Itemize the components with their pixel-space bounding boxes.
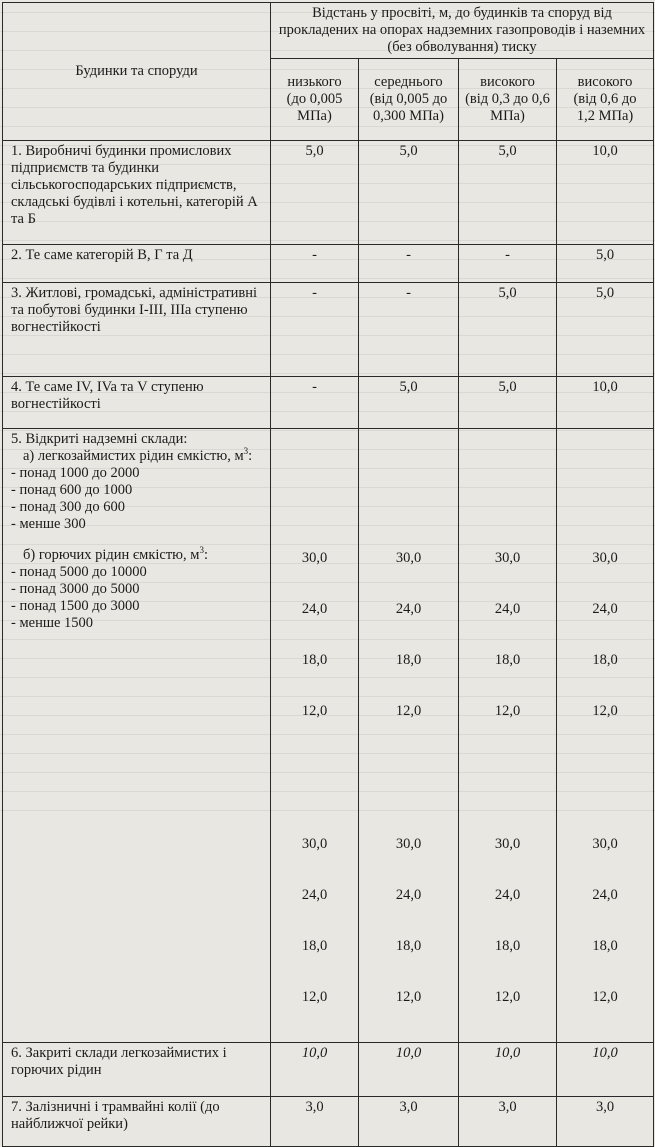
cell-value: 5,0 [271,141,359,245]
cell-value: - [271,377,359,429]
table-row [3,429,654,1043]
row-label: 1. Виробничі будинки промислових підприємств та будинки сільськогосподарських підприємств, складські будівлі і котельні, категорій А та Б [3,141,271,245]
cell-value: 5,0 [459,141,557,245]
cell-value: 5,0 [459,377,557,429]
cell-value: 3,0 [557,1097,654,1147]
header-low: низького (до 0,005 МПа) [271,59,359,141]
cell-value: 10,0 [459,1043,557,1097]
cell-value: 3,0 [459,1097,557,1147]
cell-value: 5,0 [557,283,654,377]
cell-value: - [271,245,359,283]
cell-values: 30,0 24,0 18,0 12,0 30,0 24,0 18,0 12,0 [557,429,654,1043]
row-label: 2. Те саме категорій В, Г та Д [3,245,271,283]
row-label-open-storage: 5. Відкриті надземні склади: а) легкозаймистих рідин ємкістю, $м^3$: - понад 1000 до 2000 - понад 600 до 1000 - понад 300 до 600 - менше 300 б) горючих рідин ємкістю, $м^3$: - понад 5000 до 10000 - понад 3000 до 5000 - понад 1500 до 3000 - менше 1500 [3,429,271,1043]
distance-table [2,2,654,1147]
cell-value: 10,0 [557,377,654,429]
cell-value: 5,0 [359,377,459,429]
cell-value: - [359,283,459,377]
header-medium: середнього (від 0,005 до 0,300 МПа) [359,59,459,141]
header-buildings: Будинки та споруди [3,3,271,141]
table-row [3,1043,654,1097]
table-row [3,245,654,283]
cell-value: - [359,245,459,283]
row-label: 3. Житлові, громадські, адміністративні та побутові будинки І-ІІІ, ІІІа ступеню вогнестійкості [3,283,271,377]
cell-value: 5,0 [459,283,557,377]
cell-values: 30,0 24,0 18,0 12,0 30,0 24,0 18,0 12,0 [271,429,359,1043]
cell-value: 5,0 [557,245,654,283]
cell-value: 10,0 [271,1043,359,1097]
header-high-1: високого (від 0,3 до 0,6 МПа) [459,59,557,141]
cell-value: - [459,245,557,283]
table-row [3,283,654,377]
cell-value: 3,0 [359,1097,459,1147]
header-high-2: високого (від 0,6 до 1,2 МПа) [557,59,654,141]
cell-value: 10,0 [557,141,654,245]
table-row [3,141,654,245]
table-row [3,377,654,429]
header-row-1 [3,3,654,59]
cell-value: 5,0 [359,141,459,245]
header-distance-span: Відстань у просвіті, м, до будинків та споруд від прокладених на опорах надземних газопроводів і наземних (без обволування) тиску [271,3,654,59]
row-label: 6. Закриті склади легкозаймистих і горючих рідин [3,1043,271,1097]
cell-values: 30,0 24,0 18,0 12,0 30,0 24,0 18,0 12,0 [359,429,459,1043]
cell-value: - [271,283,359,377]
cell-value: 3,0 [271,1097,359,1147]
cell-value: 10,0 [359,1043,459,1097]
table-row [3,1097,654,1147]
row-label: 4. Те саме IV, IVa та V ступеню вогнестійкості [3,377,271,429]
cell-values: 30,0 24,0 18,0 12,0 30,0 24,0 18,0 12,0 [459,429,557,1043]
cell-value: 10,0 [557,1043,654,1097]
row-label: 7. Залізничні і трамвайні колії (до найближчої рейки) [3,1097,271,1147]
